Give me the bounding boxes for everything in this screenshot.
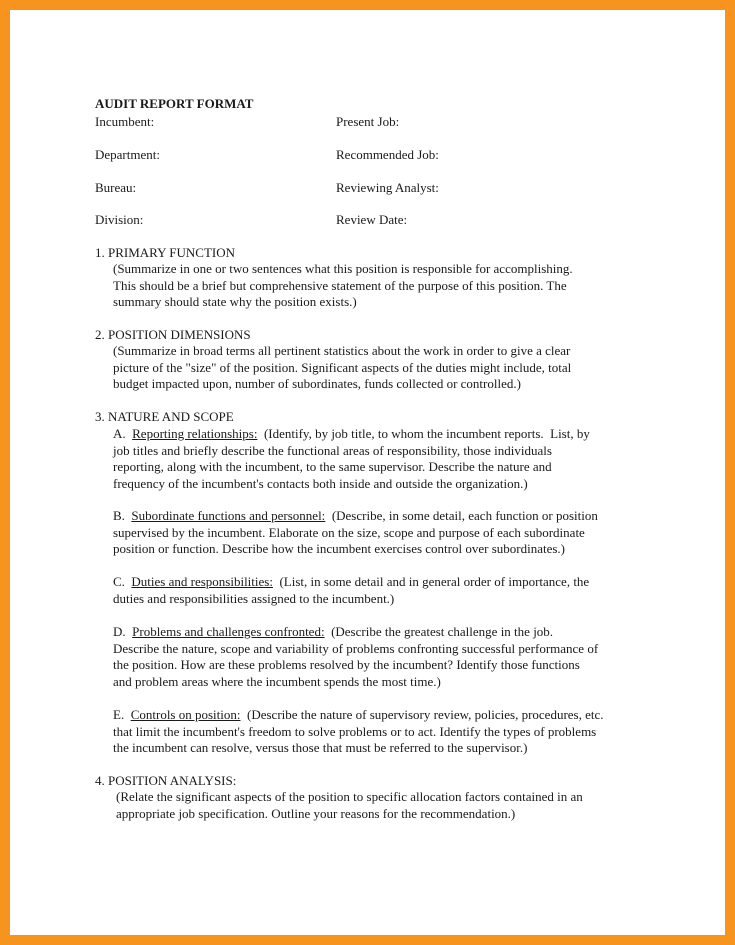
subordinate-functions-label: Subordinate functions and personnel: — [131, 508, 326, 523]
controls-label: Controls on position: — [130, 707, 241, 722]
duties-label: Duties and responsibilities: — [131, 574, 273, 589]
section-3e-body — [113, 707, 604, 757]
section-3c-body — [113, 574, 589, 607]
section-3b-first-line — [113, 508, 598, 525]
section-3d-line: Describe the nature, scope and variability of problems confronting successful performance of — [113, 640, 599, 656]
item-letter: C. — [113, 574, 132, 589]
section-3d-body — [113, 624, 598, 691]
section-1-line: summary should state why the position exists.) — [113, 294, 357, 310]
item-text: (List, in some detail and in general order of importance, the — [272, 574, 590, 589]
section-2-heading: 2. POSITION DIMENSIONS — [95, 327, 251, 342]
reporting-relationships-label: Reporting relationships: — [132, 426, 258, 441]
field-division: Division: — [95, 212, 144, 227]
section-1-body — [113, 261, 573, 311]
section-3-heading: 3. NATURE AND SCOPE — [95, 409, 234, 424]
section-1-line: This should be a brief but comprehensive statement of the purpose of this position. The — [113, 277, 567, 293]
field-reviewing-analyst: Reviewing Analyst: — [336, 180, 439, 195]
section-4-body — [116, 789, 583, 822]
item-letter: E. — [113, 707, 131, 722]
section-2-line: picture of the "size" of the position. Significant aspects of the duties might include, total — [113, 359, 572, 375]
field-incumbent: Incumbent: — [95, 114, 155, 129]
item-text: (Describe, in some detail, each function or position — [325, 508, 598, 523]
section-3a-line: reporting, along with the incumbent, to the same supervisor. Describe the nature and — [113, 459, 552, 475]
item-text: (Describe the nature of supervisory review, policies, procedures, etc. — [240, 707, 604, 722]
section-3a-first-line — [113, 426, 590, 443]
section-3c-line: duties and responsibilities assigned to the incumbent.) — [113, 590, 395, 606]
item-text: (Describe the greatest challenge in the job. — [324, 624, 554, 639]
field-recommended-job: Recommended Job: — [336, 147, 439, 162]
section-2-line: (Summarize in broad terms all pertinent statistics about the work in order to give a clear — [113, 343, 571, 358]
section-3b-body — [113, 508, 598, 558]
field-present-job: Present Job: — [336, 114, 400, 129]
section-3e-first-line — [113, 707, 604, 724]
section-3a-line: frequency of the incumbent's contacts both inside and outside the organization.) — [113, 476, 528, 492]
section-3d-line: the position. How are these problems resolved by the incumbent? Identify those functions — [113, 657, 580, 673]
section-2-line: budget impacted upon, number of subordinates, funds collected or controlled.) — [113, 376, 521, 392]
problems-label: Problems and challenges confronted: — [132, 624, 325, 639]
section-1-heading: 1. PRIMARY FUNCTION — [95, 245, 236, 260]
section-4-line: appropriate job specification. Outline your reasons for the recommendation.) — [116, 805, 516, 821]
section-4-heading: 4. POSITION ANALYSIS: — [95, 773, 237, 788]
section-2-body — [113, 343, 571, 393]
field-review-date: Review Date: — [336, 212, 408, 227]
item-letter: B. — [113, 508, 132, 523]
section-3d-line: and problem areas where the incumbent spends the most time.) — [113, 674, 441, 690]
item-letter: A. — [113, 426, 133, 441]
section-3b-line: position or function. Describe how the incumbent exercises control over subordinates.) — [113, 541, 565, 557]
document-title: AUDIT REPORT FORMAT — [95, 96, 254, 111]
section-4-line: (Relate the significant aspects of the position to specific allocation factors contained in an — [116, 789, 583, 804]
field-department: Department: — [95, 147, 160, 162]
section-3b-line: supervised by the incumbent. Elaborate on the size, scope and purpose of each subordinate — [113, 524, 585, 540]
section-3a-line: job titles and briefly describe the functional areas of responsibility, those individuals — [113, 442, 552, 458]
section-3e-line: that limit the incumbent's freedom to solve problems or to act. Identify the types of problems — [113, 723, 597, 739]
section-3e-line: the incumbent can resolve, versus those that must be referred to the supervisor.) — [113, 740, 528, 756]
item-text: (Identify, by job title, to whom the incumbent reports. List, by — [257, 426, 590, 441]
section-3c-first-line — [113, 574, 589, 591]
item-letter: D. — [113, 624, 133, 639]
section-1-line: (Summarize in one or two sentences what this position is responsible for accomplishing. — [113, 261, 573, 276]
field-bureau: Bureau: — [95, 180, 137, 195]
section-3a-body — [113, 426, 590, 493]
section-3d-first-line — [113, 624, 598, 641]
